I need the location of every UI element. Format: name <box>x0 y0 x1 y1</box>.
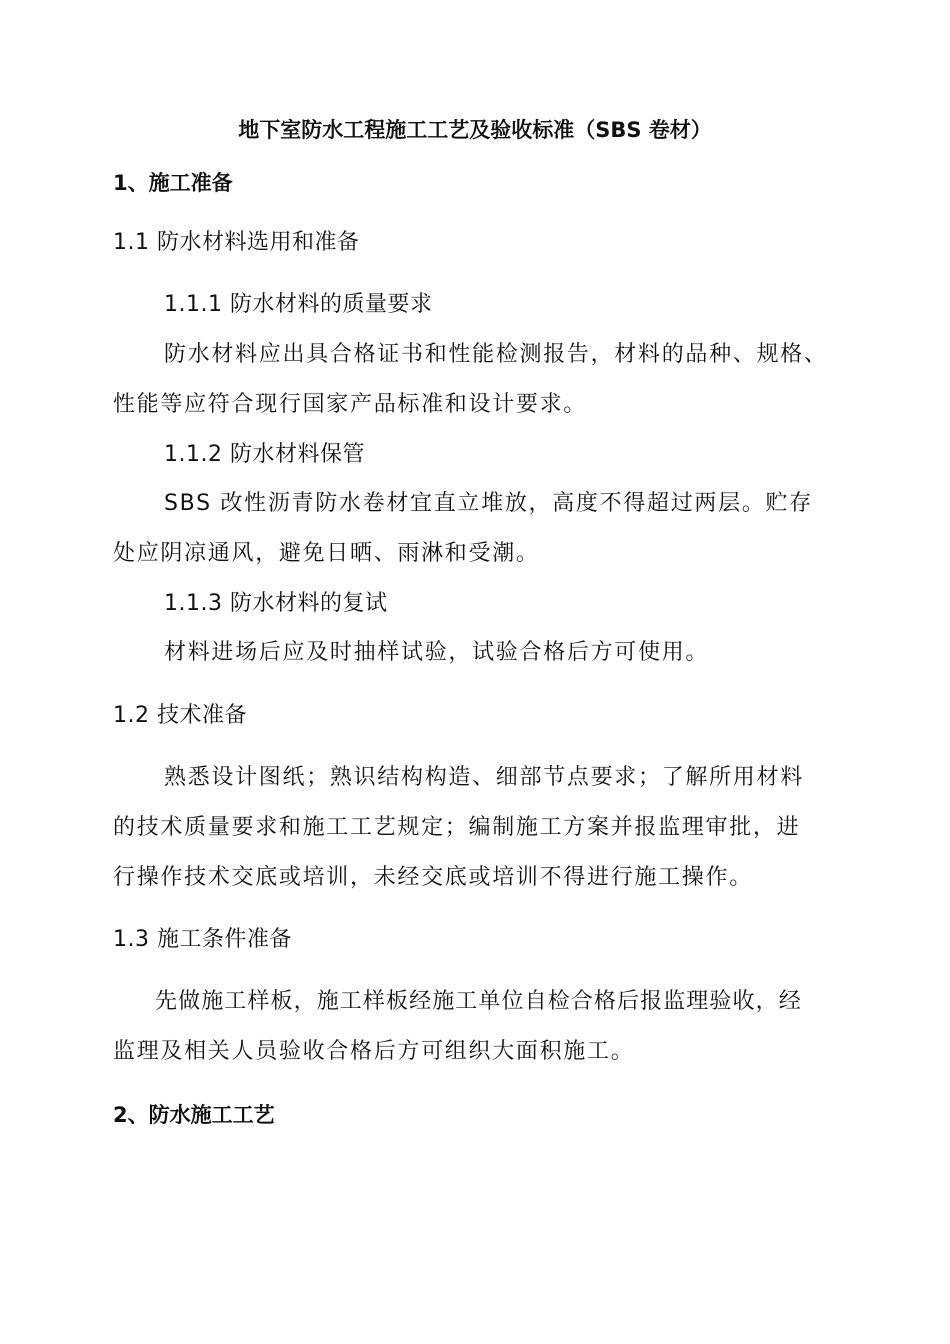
paragraph-line: 先做施工样板，施工样板经施工单位自检合格后报监理验收，经 <box>155 989 802 1014</box>
section-1-3-heading: 1.3 施工条件准备 <box>113 927 292 952</box>
paragraph-line: 防水材料应出具合格证书和性能检测报告，材料的品种、规格、 <box>164 342 828 367</box>
paragraph-line: 监理及相关人员验收合格后方可组织大面积施工。 <box>113 1039 635 1064</box>
paragraph-line: 的技术质量要求和施工工艺规定；编制施工方案并报监理审批，进 <box>113 815 801 840</box>
paragraph-line: 行操作技术交底或培训，未经交底或培训不得进行施工操作。 <box>113 865 753 890</box>
section-1-1-2-heading: 1.1.2 防水材料保管 <box>164 442 365 467</box>
document-title: 地下室防水工程施工工艺及验收标准（SBS 卷材） <box>238 118 712 142</box>
paragraph-line: SBS 改性沥青防水卷材宜直立堆放，高度不得超过两层。贮存 <box>164 491 813 516</box>
section-1-2-heading: 1.2 技术准备 <box>113 703 247 728</box>
section-1-1-1-heading: 1.1.1 防水材料的质量要求 <box>164 292 433 317</box>
paragraph-line: 性能等应符合现行国家产品标准和设计要求。 <box>113 392 588 417</box>
section-1-1-3-heading: 1.1.3 防水材料的复试 <box>164 591 388 616</box>
paragraph-line: 处应阴凉通风，避免日晒、雨淋和受潮。 <box>113 541 540 566</box>
section-1-heading: 1、施工准备 <box>113 171 233 195</box>
section-2-heading: 2、防水施工工艺 <box>113 1103 275 1127</box>
paragraph-line: 材料进场后应及时抽样试验，试验合格后方可使用。 <box>164 640 710 665</box>
paragraph-line: 熟悉设计图纸；熟识结构构造、细部节点要求；了解所用材料 <box>164 765 804 790</box>
section-1-1-heading: 1.1 防水材料选用和准备 <box>113 230 360 255</box>
